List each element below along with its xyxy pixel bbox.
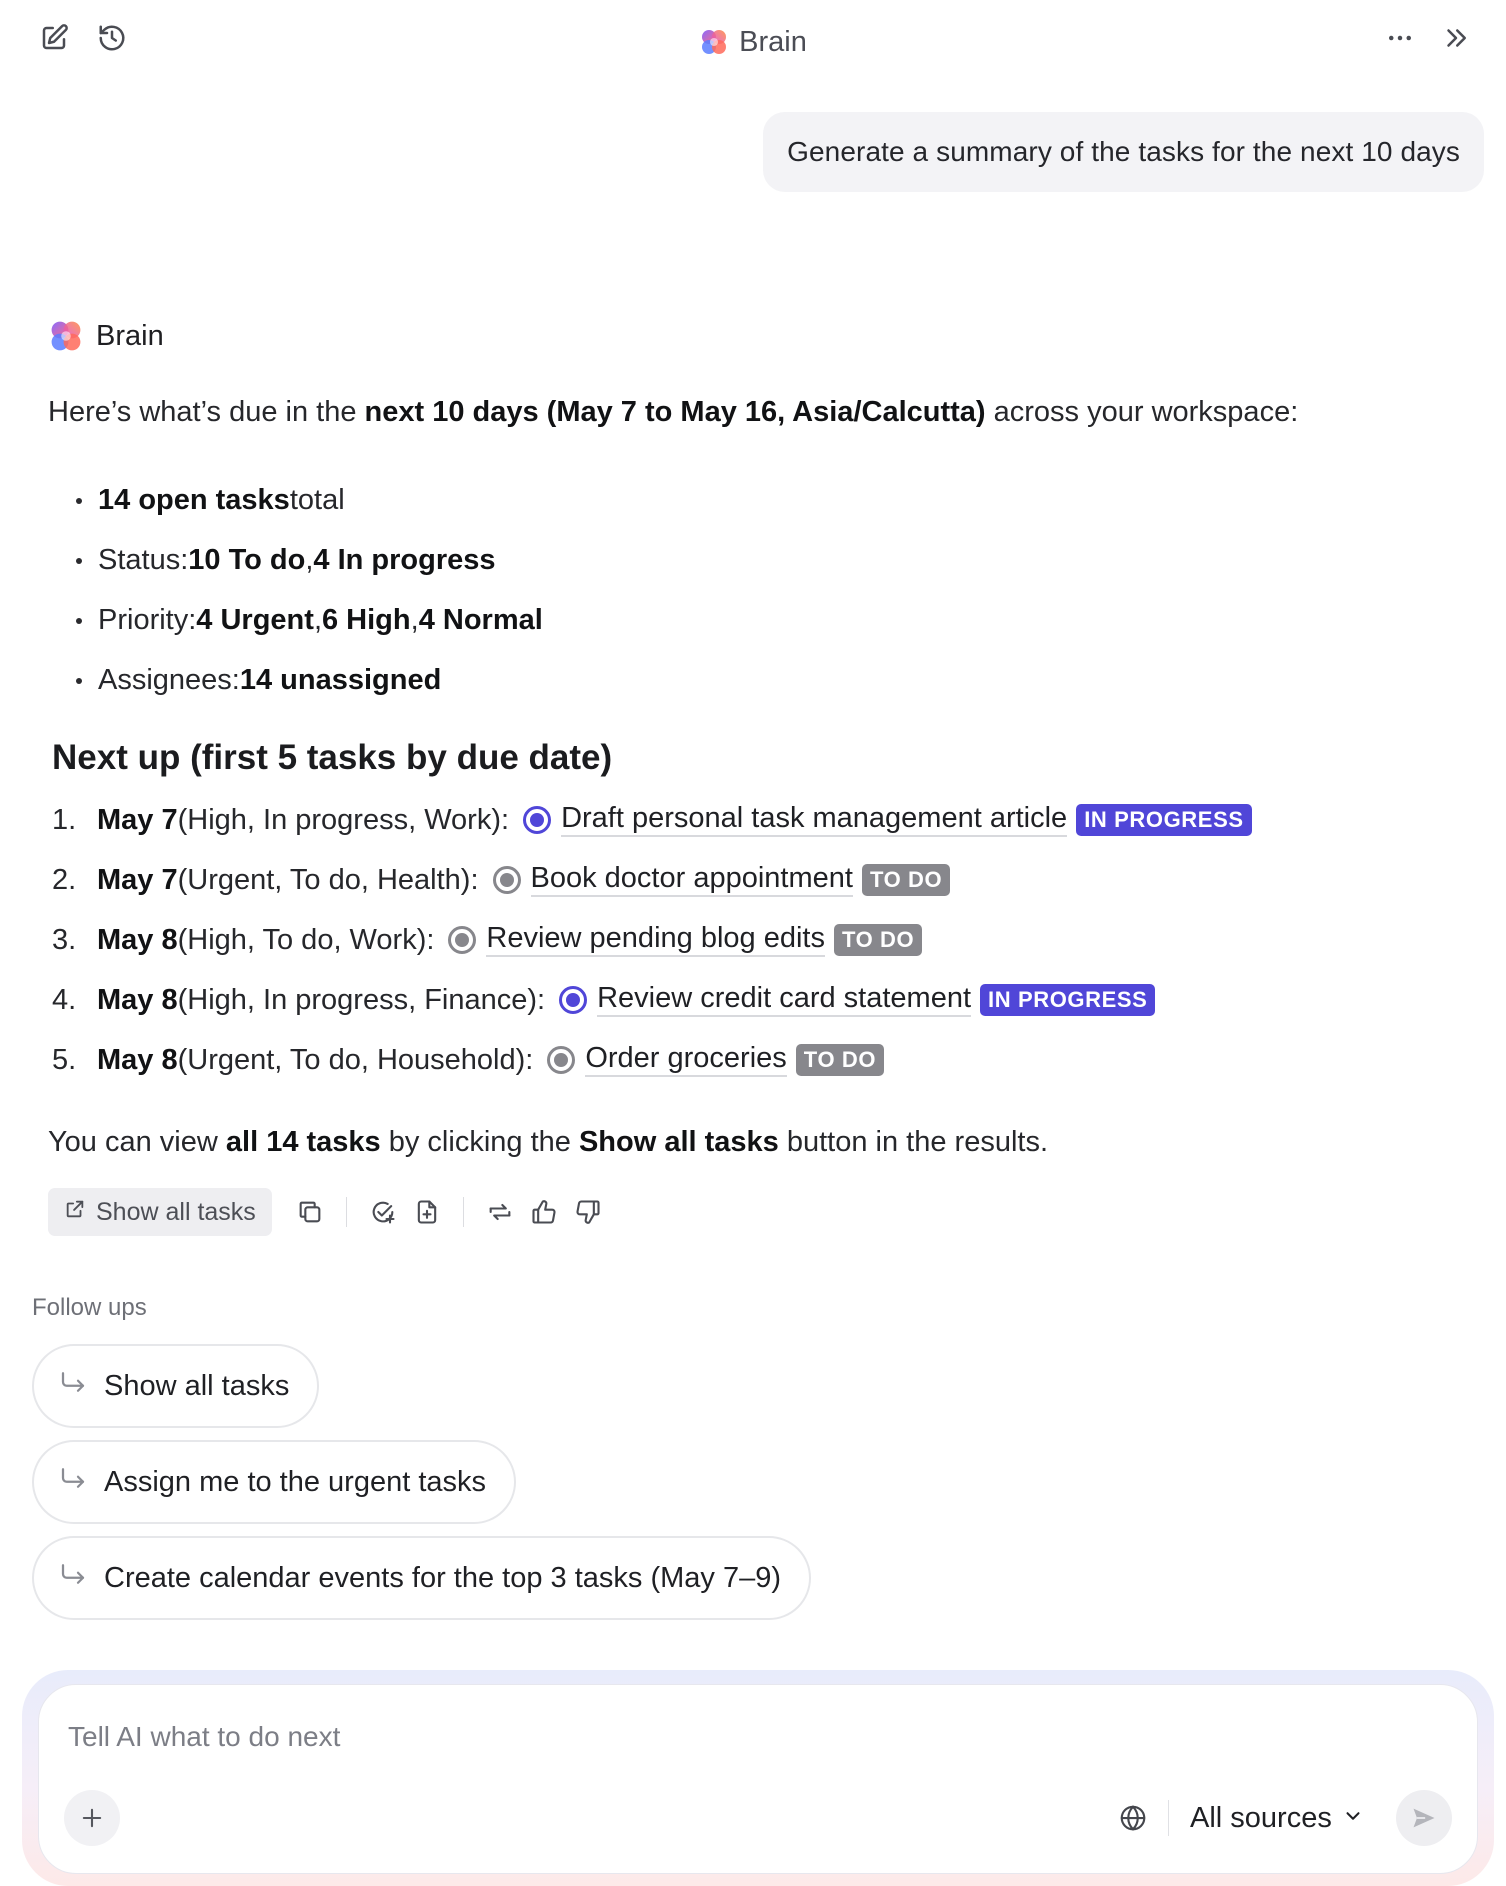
followups-label: Follow ups: [32, 1294, 147, 1321]
show-all-tasks-button[interactable]: [48, 1188, 272, 1236]
send-icon: [1410, 1804, 1438, 1832]
status-todo-icon: [448, 926, 476, 954]
create-task-button[interactable]: [361, 1190, 405, 1234]
status-in-progress-icon: [523, 806, 551, 834]
brain-logo-icon: [48, 318, 84, 354]
globe-icon: [1118, 1803, 1148, 1833]
thumbs-up-button[interactable]: [522, 1190, 566, 1234]
task-row: [52, 858, 950, 902]
reply-arrow-icon: [58, 1559, 88, 1597]
collapse-panel-button[interactable]: [1434, 16, 1478, 60]
status-todo-icon: [493, 866, 521, 894]
status-in-progress-icon: [559, 986, 587, 1014]
bullet-text: Status:: [98, 544, 189, 576]
bullet-dot: [76, 558, 82, 564]
regenerate-icon: [486, 1198, 514, 1226]
bullet-bold: 6 High: [322, 604, 411, 636]
copy-icon: [296, 1198, 324, 1226]
followup-chip[interactable]: [32, 1440, 516, 1524]
task-number: 3.: [52, 923, 77, 956]
bullet-bold: 14 open tasks: [98, 484, 290, 516]
bullet-bold: 4 Normal: [418, 604, 543, 636]
task-meta: (High, To do, Work):: [177, 923, 435, 956]
task-row: [52, 798, 1252, 842]
status-badge: TO DO: [834, 924, 922, 955]
status-todo-icon: [547, 1046, 575, 1074]
copy-button[interactable]: [288, 1190, 332, 1234]
task-meta: (High, In progress, Finance):: [177, 983, 546, 1016]
web-search-button[interactable]: [1110, 1795, 1156, 1841]
regenerate-button[interactable]: [478, 1190, 522, 1234]
header-title-text: Brain: [739, 25, 807, 58]
status-badge: TO DO: [862, 864, 950, 895]
task-date: May 8: [97, 923, 178, 956]
plus-icon: [78, 1804, 106, 1832]
intro-paragraph: [48, 396, 1298, 429]
status-badge: IN PROGRESS: [980, 984, 1155, 1015]
task-date: May 7: [97, 803, 178, 836]
summary-bullet: [76, 664, 441, 697]
intro-text: Here’s what’s due in the: [48, 396, 365, 428]
bullet-text: ,: [305, 544, 314, 576]
task-link[interactable]: Book doctor appointment: [531, 863, 853, 898]
add-task-icon: [369, 1198, 397, 1226]
status-badge: IN PROGRESS: [1076, 804, 1251, 835]
action-divider: [346, 1197, 347, 1227]
assistant-name: Brain: [96, 319, 164, 352]
reply-arrow-icon: [58, 1463, 88, 1501]
task-meta: (Urgent, To do, Household):: [177, 1043, 534, 1076]
message-input[interactable]: [68, 1716, 1068, 1758]
followup-chip-label: Assign me to the urgent tasks: [104, 1465, 487, 1498]
bullet-text: Assignees:: [98, 664, 240, 696]
assistant-header: [48, 318, 164, 354]
status-badge: TO DO: [796, 1044, 884, 1075]
summary-bullet: [76, 484, 345, 517]
bullet-dot: [76, 678, 82, 684]
create-doc-button[interactable]: [405, 1190, 449, 1234]
intro-bold: next 10 days (May 7 to May 16, Asia/Calcutta): [364, 396, 986, 428]
followup-chip-label: Create calendar events for the top 3 tasks (May 7–9): [104, 1561, 782, 1594]
bullet-text: ,: [410, 604, 419, 636]
task-date: May 7: [97, 863, 178, 896]
message-action-bar: [48, 1188, 610, 1236]
summary-bullet: [76, 604, 543, 637]
action-divider: [463, 1197, 464, 1227]
bullet-dot: [76, 618, 82, 624]
attach-button[interactable]: [64, 1790, 120, 1846]
bullet-bold: 10 To do: [188, 544, 306, 576]
chevron-down-icon: [1342, 1802, 1364, 1835]
task-link[interactable]: Review pending blog edits: [486, 923, 825, 958]
outro-bold: Show all tasks: [578, 1126, 779, 1158]
external-link-icon: [64, 1198, 86, 1227]
composer: [38, 1684, 1478, 1874]
reply-arrow-icon: [58, 1367, 88, 1405]
task-row: [52, 918, 922, 962]
thumbs-down-icon: [574, 1198, 602, 1226]
show-all-tasks-label: Show all tasks: [96, 1197, 256, 1226]
bullet-bold: 14 unassigned: [239, 664, 442, 696]
bullet-text: Priority:: [98, 604, 197, 636]
task-row: [52, 978, 1155, 1022]
thumbs-down-button[interactable]: [566, 1190, 610, 1234]
header-title: [0, 22, 1506, 62]
bullet-bold: 4 Urgent: [196, 604, 314, 636]
bullet-dot: [76, 498, 82, 504]
user-message: Generate a summary of the tasks for the next 10 days: [763, 112, 1484, 192]
outro-bold: all 14 tasks: [225, 1126, 381, 1158]
bullet-text: total: [289, 484, 345, 516]
followup-chip-label: Show all tasks: [104, 1369, 290, 1402]
outro-text: button in the results.: [778, 1126, 1049, 1158]
thumbs-up-icon: [530, 1198, 558, 1226]
sources-label: All sources: [1190, 1801, 1332, 1834]
sources-dropdown[interactable]: [1190, 1796, 1364, 1840]
task-number: 5.: [52, 1043, 77, 1076]
send-button[interactable]: [1396, 1790, 1452, 1846]
task-date: May 8: [97, 1043, 178, 1076]
next-up-heading: Next up (first 5 tasks by due date): [52, 738, 613, 777]
composer-divider: [1168, 1800, 1169, 1836]
task-number: 1.: [52, 803, 77, 836]
brain-logo-icon: [699, 27, 729, 57]
task-number: 4.: [52, 983, 77, 1016]
bullet-bold: 4 In progress: [313, 544, 496, 576]
task-meta: (Urgent, To do, Health):: [177, 863, 479, 896]
outro-paragraph: [48, 1126, 1048, 1159]
more-icon: [1385, 23, 1415, 53]
task-meta: (High, In progress, Work):: [177, 803, 510, 836]
outro-text: by clicking the: [380, 1126, 579, 1158]
task-link[interactable]: Review credit card statement: [597, 983, 971, 1018]
followup-chip[interactable]: [32, 1344, 319, 1428]
outro-text: You can view: [48, 1126, 226, 1158]
bullet-text: ,: [313, 604, 322, 636]
more-button[interactable]: [1378, 16, 1422, 60]
double-chevron-right-icon: [1441, 23, 1471, 53]
followup-chip[interactable]: [32, 1536, 811, 1620]
task-row: [52, 1038, 884, 1082]
intro-text: across your workspace:: [985, 396, 1299, 428]
task-date: May 8: [97, 983, 178, 1016]
task-link[interactable]: Draft personal task management article: [561, 803, 1067, 838]
task-link[interactable]: Order groceries: [585, 1043, 786, 1078]
task-number: 2.: [52, 863, 77, 896]
summary-bullet: [76, 544, 496, 577]
add-doc-icon: [413, 1198, 441, 1226]
